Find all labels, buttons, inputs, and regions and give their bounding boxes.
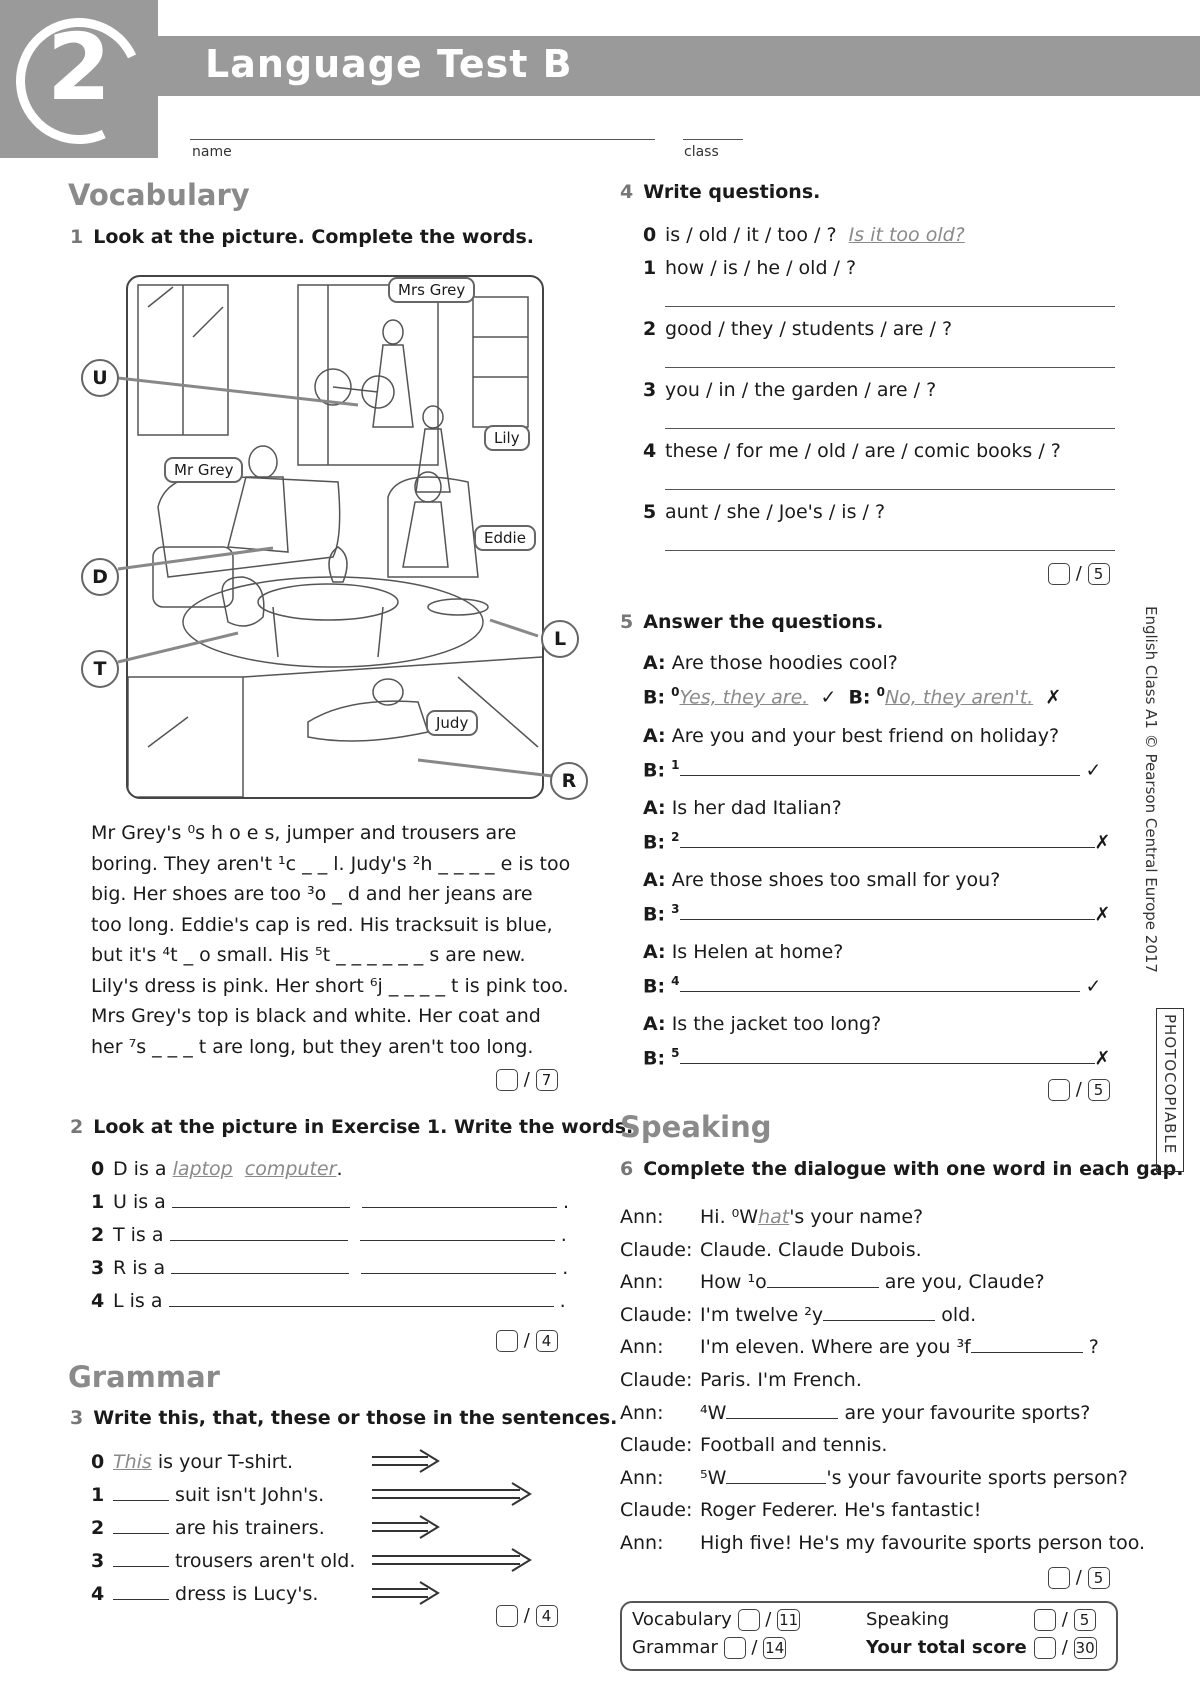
ex1-text-line: Mrs Grey's top is black and white. Her coat and — [91, 1005, 541, 1027]
ex5-example-q: A: Are those hoodies cool? — [643, 652, 898, 674]
pointer-line-u — [118, 378, 358, 405]
ex4-item-5: 5 aunt / she / Joe's / is / ? — [643, 501, 886, 523]
ex3-instruction: 3 Write this, that, these or those in the sentences. — [70, 1407, 618, 1429]
answer-line[interactable] — [665, 489, 1115, 490]
answer-gap[interactable] — [170, 1240, 348, 1241]
dialogue-line: Ann: How ¹o are you, Claude? — [620, 1271, 1045, 1294]
dialogue-line: Ann: I'm eleven. Where are you ³f ? — [620, 1336, 1099, 1359]
letter-d: D — [81, 558, 119, 596]
ex2-score: / 4 — [496, 1330, 558, 1352]
ex4-instruction: 4 Write questions. — [620, 181, 821, 203]
pointer-line-d — [118, 548, 273, 569]
ex2-item-3: 3 R is a . — [91, 1257, 569, 1279]
score-input-box[interactable] — [1048, 1079, 1070, 1101]
dialogue-line: Claude: Football and tennis. — [620, 1434, 888, 1457]
score-input-box[interactable] — [1048, 1567, 1070, 1589]
ex3-item-3: 3 trousers aren't old. — [91, 1550, 356, 1572]
ex1-total: 7 — [536, 1069, 558, 1091]
ex5-score: / 5 — [1048, 1079, 1110, 1101]
callout-lily: Lily — [484, 425, 530, 451]
dialogue-line: Claude: I'm twelve ²y old. — [620, 1303, 977, 1326]
ex2-item-4: 4 L is a . — [91, 1290, 566, 1312]
distance-arrows — [368, 1448, 543, 1608]
ex5-item-1-a: B: $^1$ ✓ — [643, 758, 1102, 782]
ex5-item-1-q: A: Are you and your best friend on holiday? — [643, 725, 1060, 747]
callout-judy: Judy — [426, 710, 478, 736]
total-speaking: Speaking — [866, 1609, 950, 1630]
dialogue-line: Claude: Paris. I'm French. — [620, 1368, 862, 1391]
answer-gap[interactable] — [767, 1287, 879, 1288]
answer-line[interactable] — [665, 550, 1115, 551]
ex5-item-3-q: A: Are those shoes too small for you? — [643, 869, 1001, 891]
ex1-text-line: Mr Grey's ⁰s h o e s, jumper and trousers are — [91, 822, 517, 844]
vocabulary-heading: Vocabulary — [68, 178, 250, 212]
callout-mr-grey: Mr Grey — [164, 457, 243, 483]
photocopiable-text: PHOTOCOPIABLE — [1161, 1014, 1179, 1155]
answer-gap[interactable] — [971, 1352, 1083, 1353]
ex1-text-line: her ⁷s _ _ _ t are long, but they aren't too long. — [91, 1035, 534, 1058]
answer-gap[interactable] — [680, 847, 1095, 848]
score-input-box[interactable] — [496, 1330, 518, 1352]
ex3-total: 4 — [536, 1605, 558, 1627]
tick-icon: ✓ — [1085, 759, 1102, 782]
dialogue-line: Ann: ⁵W 's your favourite sports person? — [620, 1466, 1128, 1489]
ex5-item-4-q: A: Is Helen at home? — [643, 941, 844, 963]
ex3-item-2: 2 are his trainers. — [91, 1517, 325, 1539]
grammar-heading: Grammar — [68, 1360, 220, 1394]
answer-line[interactable] — [665, 306, 1115, 307]
ex3-item-1: 1 suit isn't John's. — [91, 1484, 325, 1506]
ex1-text — [91, 818, 570, 1062]
answer-gap[interactable] — [823, 1320, 935, 1321]
answer-line[interactable] — [665, 428, 1115, 429]
total-grammar: Grammar / 14 — [632, 1637, 785, 1658]
answer-gap[interactable] — [361, 1273, 556, 1274]
answer-gap[interactable] — [172, 1207, 350, 1208]
answer-gap[interactable] — [680, 919, 1095, 920]
long-arrow-icon — [372, 1483, 530, 1505]
dialogue-line: Claude: Roger Federer. He's fantastic! — [620, 1499, 982, 1522]
ex5-item-3-a: B: $^3$ ✗ — [643, 902, 1111, 926]
ex3-score: / 4 — [496, 1605, 558, 1627]
short-arrow-icon — [372, 1516, 438, 1538]
ex2-total: 4 — [536, 1330, 558, 1352]
ex4-item-4: 4 these / for me / old / are / comic books / ? — [643, 440, 1061, 462]
short-arrow-icon — [372, 1450, 438, 1472]
ex4-item-1: 1 how / is / he / old / ? — [643, 257, 857, 279]
answer-gap[interactable] — [726, 1418, 838, 1419]
answer-gap[interactable] — [113, 1500, 169, 1501]
pointer-line-l — [490, 620, 538, 636]
ex3-item-0: 0 This is your T-shirt. — [91, 1451, 294, 1473]
ex6-instruction: 6 Complete the dialogue with one word in each gap. — [620, 1158, 1184, 1180]
copyright-text: English Class A1 © Pearson Central Europe 2017 — [1142, 606, 1160, 973]
ex4-item-2: 2 good / they / students / are / ? — [643, 318, 953, 340]
total-vocabulary: Vocabulary / 11 — [632, 1609, 799, 1630]
ex4-item-0: 0 is / old / it / too / ? Is it too old? — [643, 224, 965, 246]
ex3-item-4: 4 dress is Lucy's. — [91, 1583, 319, 1605]
answer-gap[interactable] — [113, 1599, 169, 1600]
dialogue-line: Ann: High five! He's my favourite sports person too. — [620, 1531, 1146, 1554]
letter-u: U — [81, 359, 119, 397]
tick-icon: ✓ — [820, 686, 837, 709]
ex5-item-4-a: B: $^4$ ✓ — [643, 974, 1102, 998]
answer-line[interactable] — [665, 367, 1115, 368]
speaking-heading: Speaking — [620, 1110, 772, 1144]
answer-gap[interactable] — [680, 1063, 1095, 1064]
ex5-example-a: B: $^0$Yes, they are. ✓ B: $^0$No, they aren't. ✗ — [643, 685, 1062, 709]
score-input-box[interactable] — [1034, 1609, 1056, 1631]
cross-icon: ✗ — [1094, 831, 1111, 854]
unit-number: 2 — [46, 14, 111, 121]
class-label: class — [684, 144, 719, 160]
score-input-box[interactable] — [724, 1637, 746, 1659]
score-input-box[interactable] — [496, 1069, 518, 1091]
your-total-score: / 30 — [1034, 1637, 1097, 1659]
answer-gap[interactable] — [680, 775, 1080, 776]
your-total-score-label: Your total score — [866, 1637, 1027, 1658]
ex5-item-5-a: B: $^5$ ✗ — [643, 1046, 1111, 1070]
class-field[interactable] — [683, 139, 743, 140]
dialogue-line: Ann: ⁴W are your favourite sports? — [620, 1401, 1091, 1424]
callout-eddie: Eddie — [474, 525, 536, 551]
answer-gap[interactable] — [113, 1533, 169, 1534]
pointer-line-r — [418, 760, 552, 776]
score-input-box[interactable] — [738, 1609, 760, 1631]
total-speaking-score: / 5 — [1034, 1609, 1096, 1631]
cross-icon: ✗ — [1045, 686, 1062, 709]
score-input-box[interactable] — [1048, 563, 1070, 585]
ex5-item-2-a: B: $^2$ ✗ — [643, 830, 1111, 854]
ex2-instruction: 2 Look at the picture in Exercise 1. Write the words. — [70, 1116, 634, 1138]
ex5-total: 5 — [1088, 1079, 1110, 1101]
cross-icon: ✗ — [1094, 1047, 1111, 1070]
short-arrow-icon — [372, 1582, 438, 1604]
tick-icon: ✓ — [1085, 975, 1102, 998]
ex4-item-3: 3 you / in / the garden / are / ? — [643, 379, 937, 401]
answer-gap[interactable] — [726, 1483, 826, 1484]
page-title: Language Test B — [205, 42, 573, 86]
ex5-instruction: 5 Answer the questions. — [620, 611, 884, 633]
score-input-box[interactable] — [496, 1605, 518, 1627]
answer-gap[interactable] — [360, 1240, 555, 1241]
ex1-text-line: big. Her shoes are too ³o _ d and her jeans are — [91, 883, 533, 905]
ex4-total: 5 — [1088, 563, 1110, 585]
ex2-item-0: 0 D is a laptop computer. — [91, 1158, 343, 1180]
ex5-item-5-q: A: Is the jacket too long? — [643, 1013, 882, 1035]
dialogue-line: Claude: Claude. Claude Dubois. — [620, 1238, 922, 1261]
ex6-total: 5 — [1088, 1567, 1110, 1589]
answer-gap[interactable] — [113, 1566, 169, 1567]
name-label: name — [192, 144, 232, 160]
long-arrow-icon — [372, 1549, 530, 1571]
letter-t: T — [81, 650, 119, 688]
ex5-item-2-q: A: Is her dad Italian? — [643, 797, 842, 819]
ex1-text-line: boring. They aren't ¹c _ _ l. Judy's ²h _ _ _ _ e is too — [91, 852, 571, 875]
ex1-text-line: Lily's dress is pink. Her short ⁶j _ _ _ _ t is pink too. — [91, 974, 569, 997]
ex1-score: / 7 — [496, 1069, 558, 1091]
letter-r: R — [550, 762, 588, 800]
ex1-instruction: 1 Look at the picture. Complete the words. — [70, 226, 534, 248]
callout-mrs-grey: Mrs Grey — [388, 277, 475, 303]
ex2-item-2: 2 T is a . — [91, 1224, 567, 1246]
ex4-score: / 5 — [1048, 563, 1110, 585]
dialogue — [620, 1201, 1145, 1560]
ex2-item-1: 1 U is a . — [91, 1191, 570, 1213]
dialogue-line: Ann: Hi. ⁰What's your name? — [620, 1206, 924, 1228]
score-input-box[interactable] — [1034, 1637, 1056, 1659]
ex6-score: / 5 — [1048, 1567, 1110, 1589]
letter-l: L — [541, 620, 579, 658]
answer-gap[interactable] — [362, 1207, 557, 1208]
ex1-text-line: too long. Eddie's cap is red. His tracksuit is blue, — [91, 913, 553, 936]
pointer-line-t — [118, 633, 238, 662]
answer-gap[interactable] — [680, 991, 1080, 992]
ex1-text-line: but it's ⁴t _ o small. His ⁵t _ _ _ _ _ _ s are new. — [91, 944, 526, 966]
answer-gap[interactable] — [169, 1306, 554, 1307]
answer-gap[interactable] — [171, 1273, 349, 1274]
cross-icon: ✗ — [1094, 903, 1111, 926]
